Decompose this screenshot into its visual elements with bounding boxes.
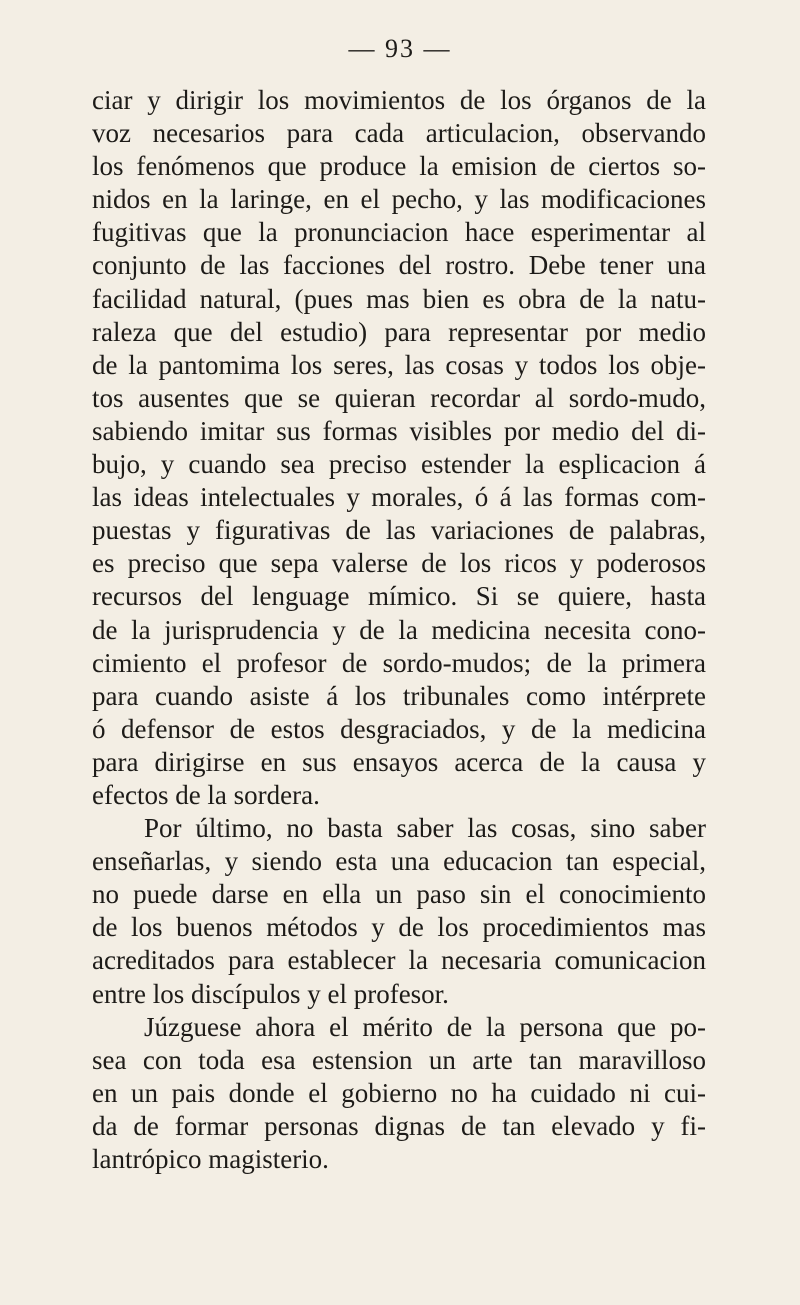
text-line: da de formar personas dignas de tan elevado y fi- bbox=[92, 1110, 706, 1141]
text-line: raleza que del estudio) para representar por medio bbox=[92, 316, 706, 347]
text-line: fugitivas que la pronunciacion hace esperimentar al bbox=[92, 217, 706, 248]
text-line: Júzguese ahora el mérito de la persona que po- bbox=[144, 1011, 706, 1042]
text-line: es preciso que sepa valerse de los ricos y poderosos bbox=[92, 548, 706, 579]
text-line: para dirigirse en sus ensayos acerca de la causa y bbox=[92, 746, 706, 777]
text-line: nidos en la laringe, en el pecho, y las modificaciones bbox=[92, 184, 706, 215]
text-line: de la jurisprudencia y de la medicina necesita cono- bbox=[92, 614, 706, 645]
text-line: enseñarlas, y siendo esta una educacion tan especial, bbox=[92, 846, 706, 877]
text-line: las ideas intelectuales y morales, ó á las formas com- bbox=[92, 482, 706, 513]
text-line: sabiendo imitar sus formas visibles por medio del di- bbox=[92, 415, 706, 446]
text-line: no puede darse en ella un paso sin el conocimiento bbox=[92, 879, 706, 910]
text-line: voz necesarios para cada articulacion, observando bbox=[92, 118, 706, 149]
text-line: entre los discípulos y el profesor. bbox=[92, 978, 449, 1009]
text-line: bujo, y cuando sea preciso estender la esplicacion á bbox=[92, 449, 706, 480]
text-line: ó defensor de estos desgraciados, y de la medicina bbox=[92, 713, 706, 744]
text-line: los fenómenos que produce la emision de ciertos so- bbox=[92, 151, 706, 182]
text-line: acreditados para establecer la necesaria comunicacion bbox=[92, 945, 706, 976]
text-line: lantrópico magisterio. bbox=[92, 1144, 329, 1174]
text-line: de los buenos métodos y de los procedimientos mas bbox=[92, 912, 706, 943]
page-number: — 93 — bbox=[348, 34, 452, 63]
text-line: en un pais donde el gobierno no ha cuidado ni cui- bbox=[92, 1077, 706, 1108]
text-line: efectos de la sordera. bbox=[92, 779, 320, 810]
text-line: puestas y figurativas de las variaciones de palabras, bbox=[92, 515, 706, 546]
text-line: ciar y dirigir los movimientos de los órganos de la bbox=[92, 85, 706, 115]
text-line: cimiento el profesor de sordo-mudos; de la primera bbox=[92, 647, 706, 678]
text-line: Por último, no basta saber las cosas, sino saber bbox=[144, 813, 706, 844]
text-line: facilidad natural, (pues mas bien es obra de la natu- bbox=[92, 283, 706, 314]
text-line: para cuando asiste á los tribunales como intérprete bbox=[92, 680, 706, 711]
text-line: tos ausentes que se quieran recordar al sordo-mudo, bbox=[92, 382, 706, 413]
text-line: sea con toda esa estension un arte tan maravilloso bbox=[92, 1044, 706, 1075]
text-line: de la pantomima los seres, las cosas y todos los obje- bbox=[92, 349, 706, 380]
text-line: recursos del lenguage mímico. Si se quiere, hasta bbox=[92, 581, 706, 612]
body-text bbox=[92, 84, 706, 1176]
text-line: conjunto de las facciones del rostro. Debe tener una bbox=[92, 250, 706, 281]
